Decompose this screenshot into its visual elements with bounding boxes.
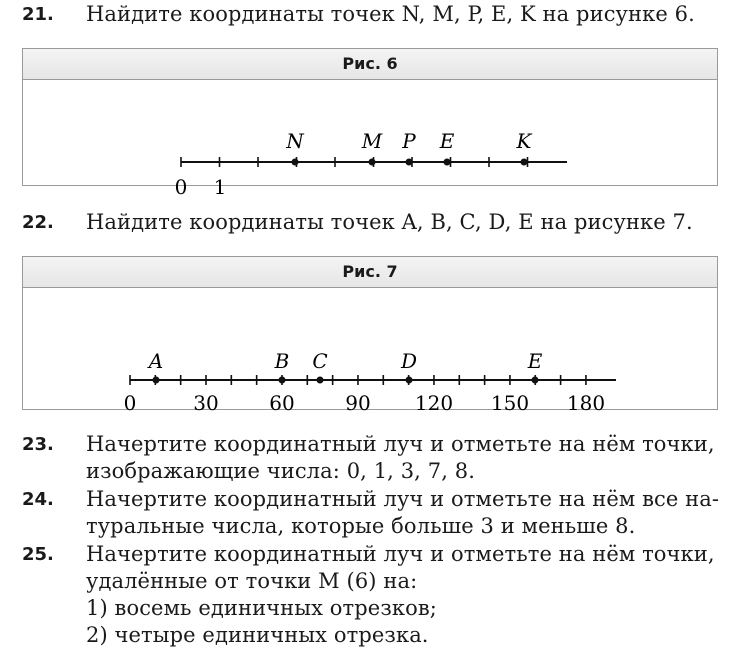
problem-text-22: Найдите координаты точек A, B, C, D, E на рисунке 7. [86, 210, 693, 234]
problem-text-25-line-1: Начертите координатный луч и отметьте на нём точки, [86, 542, 715, 566]
problem-text-24-line-1: Начертите координатный луч и отметьте на нём все на- [86, 487, 720, 511]
tick-label-0: 0 [174, 175, 188, 199]
figure-6 [22, 48, 718, 199]
point-C [312, 349, 327, 384]
point-label-C: C [312, 349, 328, 373]
problem-text-23-line-1: Начертите координатный луч и отметьте на нём точки, [86, 432, 715, 456]
tick-label-60: 60 [269, 391, 295, 415]
tick-label-180: 180 [566, 391, 606, 415]
point-P [401, 129, 416, 166]
problem-text-24-line-2: туральные числа, которые больше 3 и меньше 8. [86, 514, 636, 538]
figure-7 [22, 256, 718, 415]
point-D [400, 349, 417, 384]
point-label-E: E [439, 129, 455, 153]
problem-text-21: Найдите координаты точек N, M, P, E, K на рисунке 6. [86, 2, 695, 26]
problem-number-22: 22. [22, 212, 54, 233]
point-label-K: K [516, 129, 532, 153]
tick-label-1: 1 [213, 175, 227, 199]
point-A [147, 349, 163, 384]
point-label-E: E [527, 349, 543, 373]
point-label-M: M [361, 129, 383, 153]
problem-text-25-line-2: удалённые от точки M (6) на: [86, 569, 418, 593]
point-label-A: A [148, 349, 164, 373]
tick-label-150: 150 [490, 391, 530, 415]
problem-number-21: 21. [22, 4, 54, 25]
tick-label-0: 0 [123, 391, 137, 415]
number-line-7 [23, 288, 717, 415]
problem-number-24: 24. [22, 489, 54, 510]
point-E [439, 129, 455, 166]
point-label-P: P [402, 129, 416, 153]
point-E [527, 349, 543, 384]
point-B [274, 349, 290, 384]
tick-label-120: 120 [414, 391, 454, 415]
figure-7-title: Рис. 7 [23, 257, 717, 288]
problem-number-23: 23. [22, 434, 54, 455]
problem-text-23-line-2: изображающие числа: 0, 1, 3, 7, 8. [86, 459, 475, 483]
point-label-D: D [400, 349, 418, 373]
figure-6-title: Рис. 6 [23, 49, 717, 80]
number-line-6 [23, 80, 717, 199]
tick-label-30: 30 [193, 391, 219, 415]
point-N [285, 129, 305, 166]
point-K [516, 129, 533, 166]
tick-label-90: 90 [345, 391, 371, 415]
problem-number-25: 25. [22, 544, 54, 565]
problem-text-25-line-4: 2) четыре единичных отрезка. [86, 623, 429, 647]
point-M [361, 129, 383, 166]
point-label-B: B [274, 349, 290, 373]
point-label-N: N [286, 129, 304, 153]
problem-text-25-line-3: 1) восемь единичных отрезков; [86, 596, 437, 620]
